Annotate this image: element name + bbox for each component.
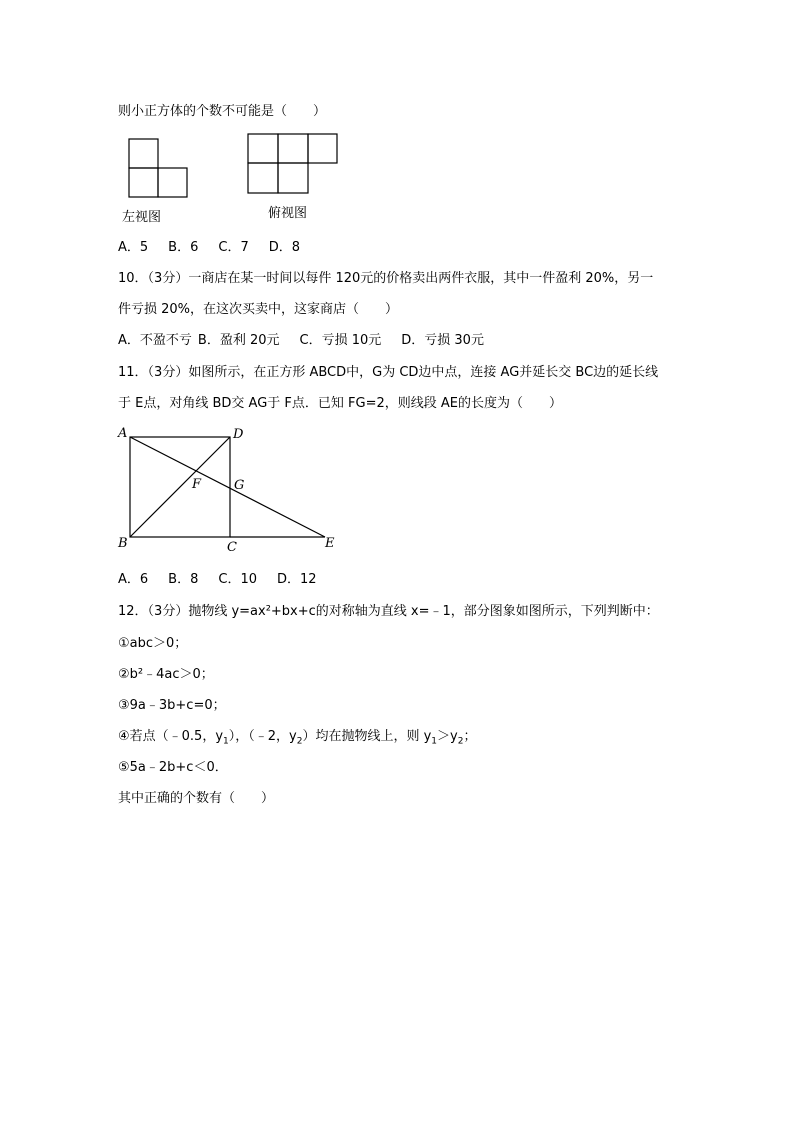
left-view-cell [129, 168, 158, 197]
top-view-cell [278, 134, 308, 163]
q11-options [118, 571, 337, 589]
square-abcd-figure [112, 423, 342, 555]
q11-line2: 于 E点，对角线 BD交 AG于 F点．已知 FG=2，则线段 AE的长度为（ ） [118, 396, 562, 411]
q10-line1: 10．（3分）一商店在某一时间以每件 120元的价格卖出两件衣服，其中一件盈利 20%，另一 [118, 271, 654, 286]
left-view-figure [126, 137, 192, 201]
q12-statement-1: ①abc＞0； [118, 636, 188, 651]
option-a[interactable]: A．6 [118, 572, 149, 587]
q12-statement-5: ⑤5a﹣2b+c＜0． [118, 760, 228, 775]
label-b: B [118, 536, 128, 551]
left-view-caption: 左视图 [122, 210, 162, 225]
top-view-cell [278, 163, 308, 193]
option-d[interactable]: D．8 [268, 240, 301, 255]
q12-intro: 12．（3分）抛物线 y=ax²+bx+c的对称轴为直线 x=﹣1，部分图象如图所示，下列判断中： [118, 604, 659, 619]
q12-question: 其中正确的个数有（ ） [118, 791, 275, 806]
option-d[interactable]: D．12 [277, 572, 317, 587]
top-view-caption: 俯视图 [268, 206, 308, 221]
top-view-cell [308, 134, 337, 163]
label-d: D [233, 427, 244, 442]
left-view-cell [129, 139, 158, 168]
diagonal-bd [130, 437, 230, 537]
q12-statement-2: ②b²﹣4ac＞0； [118, 667, 214, 682]
top-view-cell [248, 163, 278, 193]
option-a[interactable]: A．5 [118, 240, 149, 255]
label-g: G [234, 478, 245, 493]
option-c[interactable]: C．7 [218, 240, 249, 255]
q12-statement-3: ③9a﹣3b+c=0； [118, 698, 226, 713]
q11-line1: 11．（3分）如图所示，在正方形 ABCD中，G为 CD边中点，连接 AG并延长交 BC边的延长线 [118, 365, 659, 380]
top-view-cell [248, 134, 278, 163]
option-c[interactable]: C．10 [218, 572, 257, 587]
q10-line2: 件亏损 20%，在这次买卖中，这家商店（ ） [118, 302, 399, 317]
label-f: F [192, 477, 202, 492]
q12-statement-4: ④若点（﹣0.5，$y_1$），（﹣2，$y_2$）均在抛物线上，则 $y_1>y_2$； [118, 729, 477, 747]
q9-stem: 则小正方体的个数不可能是（ ） [118, 104, 327, 119]
option-a[interactable]: A．不盈不亏 [118, 333, 192, 348]
option-c[interactable]: C．亏损 10元 [299, 333, 382, 348]
left-view-cell [158, 168, 187, 197]
label-a: A [118, 426, 128, 441]
segment-ae [130, 437, 325, 537]
option-b[interactable]: B．6 [168, 240, 199, 255]
label-c: C [227, 540, 237, 555]
q10-options [118, 332, 504, 350]
option-b[interactable]: B．8 [168, 572, 199, 587]
option-d[interactable]: D．亏损 30元 [401, 333, 484, 348]
option-b[interactable]: B．盈利 20元 [197, 333, 280, 348]
top-view-figure [246, 132, 340, 196]
q9-options [118, 239, 320, 257]
label-e: E [325, 536, 335, 551]
